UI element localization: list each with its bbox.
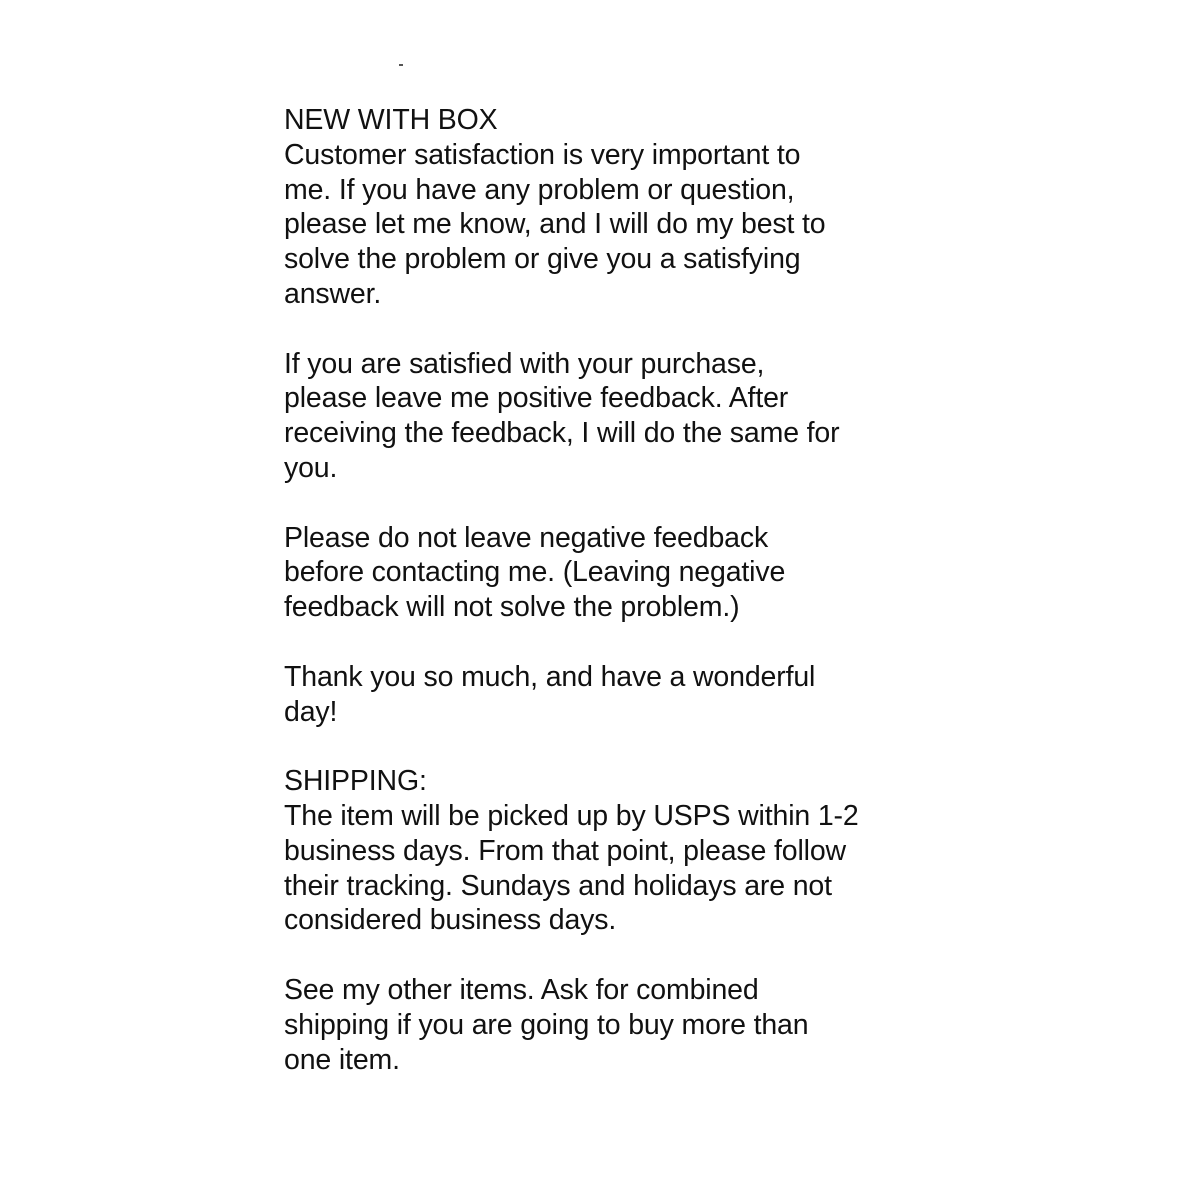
paragraph-thank-you: [284, 660, 944, 730]
text-line: shipping if you are going to buy more than: [284, 1008, 809, 1041]
text-line: See my other items. Ask for combined: [284, 973, 759, 1006]
text-line: you.: [284, 451, 338, 484]
text-line: their tracking. Sundays and holidays are not: [284, 869, 832, 902]
text-line: me. If you have any problem or question,: [284, 173, 795, 206]
paragraph-feedback: [284, 347, 944, 486]
paragraph-shipping: [284, 764, 944, 938]
listing-description: [284, 103, 944, 1077]
text-line: answer.: [284, 277, 382, 310]
text-line: Please do not leave negative feedback: [284, 521, 769, 554]
text-line: Thank you so much, and have a wonderful: [284, 660, 816, 693]
stray-mark: [399, 64, 403, 66]
condition-heading: NEW WITH BOX: [284, 104, 498, 136]
shipping-heading: SHIPPING:: [284, 765, 427, 798]
text-line: solve the problem or give you a satisfying: [284, 243, 801, 276]
text-line: feedback will not solve the problem.): [284, 591, 740, 624]
text-line: Customer satisfaction is very important to: [284, 138, 801, 171]
paragraph-negative-feedback: [284, 521, 944, 625]
text-line: please leave me positive feedback. After: [284, 382, 789, 415]
text-line: considered business days.: [284, 904, 617, 937]
text-line: receiving the feedback, I will do the same for: [284, 417, 840, 450]
text-line: business days. From that point, please follow: [284, 834, 846, 867]
paragraph-other-items: [284, 973, 944, 1077]
paragraph-satisfaction: [284, 103, 944, 312]
text-line: If you are satisfied with your purchase,: [284, 347, 765, 380]
text-line: please let me know, and I will do my best to: [284, 208, 826, 241]
text-line: one item.: [284, 1043, 400, 1076]
text-line: The item will be picked up by USPS within 1-2: [284, 799, 859, 832]
text-line: before contacting me. (Leaving negative: [284, 556, 786, 589]
text-line: day!: [284, 695, 338, 728]
